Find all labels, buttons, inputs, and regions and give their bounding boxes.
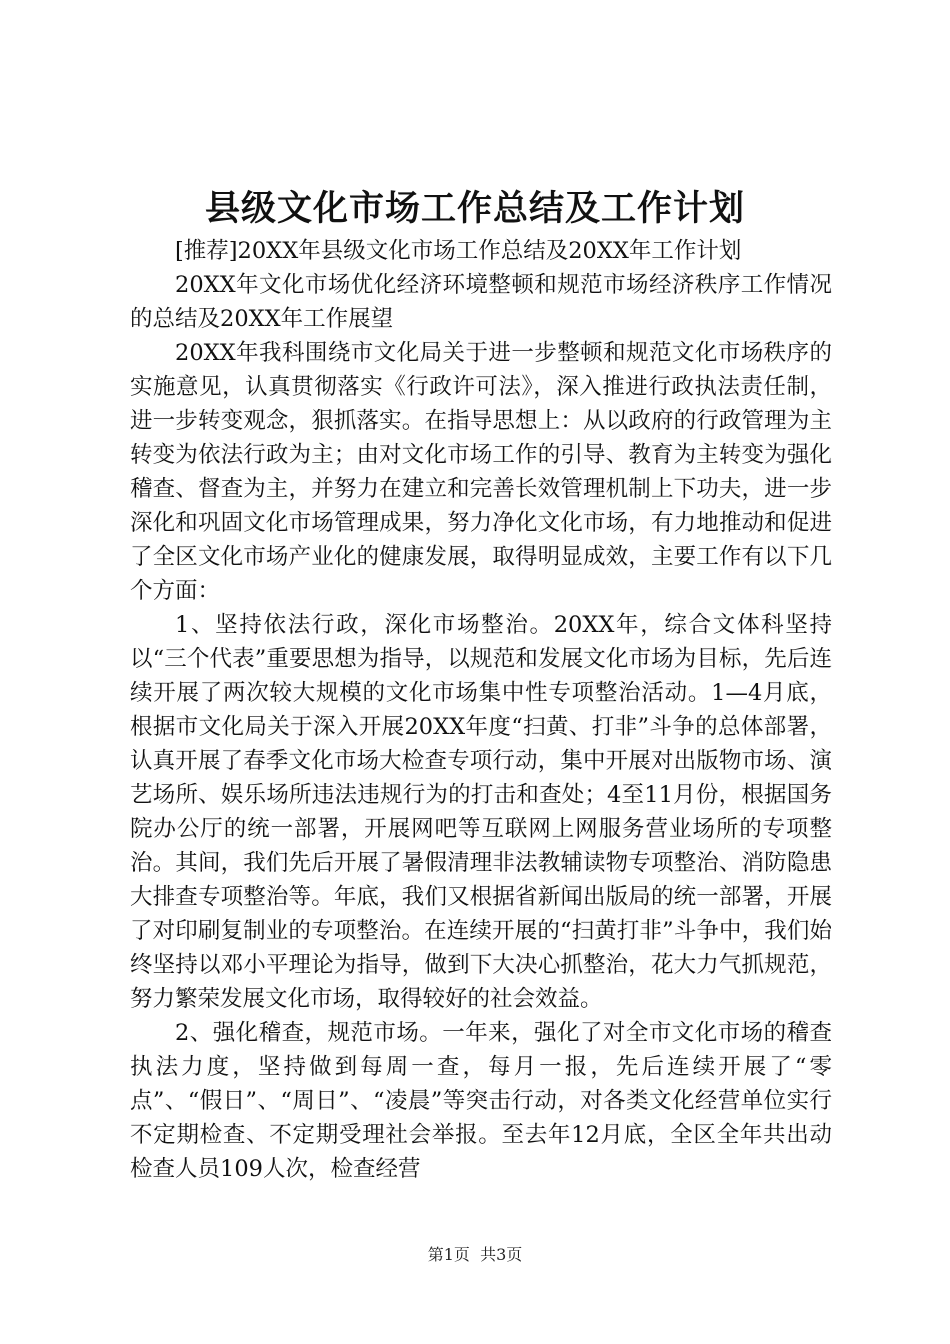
page-total: 共3页 bbox=[480, 1245, 523, 1264]
paragraph-item-2: 2、强化稽查，规范市场。一年来，强化了对全市文化市场的稽查执法力度，坚持做到每周一查，每月一报，先后连续开展了“零点”、“假日”、“周日”、“凌晨”等突击行动，对各类文化经营单位实行不定期检查、不定期受理社会举报。至去年12月底，全区全年共出动检查人员109人次，检查经营 bbox=[130, 1020, 832, 1182]
document-title: 县级文化市场工作总结及工作计划 bbox=[204, 188, 745, 229]
page-footer bbox=[0, 1244, 950, 1266]
paragraph-intro: 20XX年我科围绕市文化局关于进一步整顿和规范文化市场秩序的实施意见，认真贯彻落实《行政许可法》，深入推进行政执法责任制，进一步转变观念，狠抓落实。在指导思想上：从以政府的行政管理为主转变为依法行政为主；由对文化市场工作的引导、教育为主转变为强化稽查、督查为主，并努力在建立和完善长效管理机制上下功夫，进一步深化和巩固文化市场管理成果，努力净化文化市场，有力地推动和促进了全区文化市场产业化的健康发展，取得明显成效，主要工作有以下几个方面： bbox=[130, 340, 832, 604]
document-body bbox=[130, 234, 832, 1186]
page-number: 第1页 bbox=[427, 1245, 470, 1264]
paragraph-subtitle: 20XX年文化市场优化经济环境整顿和规范市场经济秩序工作情况的总结及20XX年工作展望 bbox=[130, 272, 832, 332]
paragraph-recommend: [推荐]20XX年县级文化市场工作总结及20XX年工作计划 bbox=[175, 238, 742, 264]
paragraph-item-1: 1、坚持依法行政，深化市场整治。20XX年，综合文体科坚持以“三个代表”重要思想为指导，以规范和发展文化市场为目标，先后连续开展了两次较大规模的文化市场集中性专项整治活动。1—4月底，根据市文化局关于深入开展20XX年度“扫黄、打非”斗争的总体部署，认真开展了春季文化市场大检查专项行动，集中开展对出版物市场、演艺场所、娱乐场所违法违规行为的打击和查处；4至11月份，根据国务院办公厅的统一部署，开展网吧等互联网上网服务营业场所的专项整治。其间，我们先后开展了暑假清理非法教辅读物专项整治、消防隐患大排查专项整治等。年底，我们又根据省新闻出版局的统一部署，开展了对印刷复制业的专项整治。在连续开展的“扫黄打非”斗争中，我们始终坚持以邓小平理论为指导，做到下大决心抓整治，花大力气抓规范，努力繁荣发展文化市场，取得较好的社会效益。 bbox=[130, 612, 832, 1012]
